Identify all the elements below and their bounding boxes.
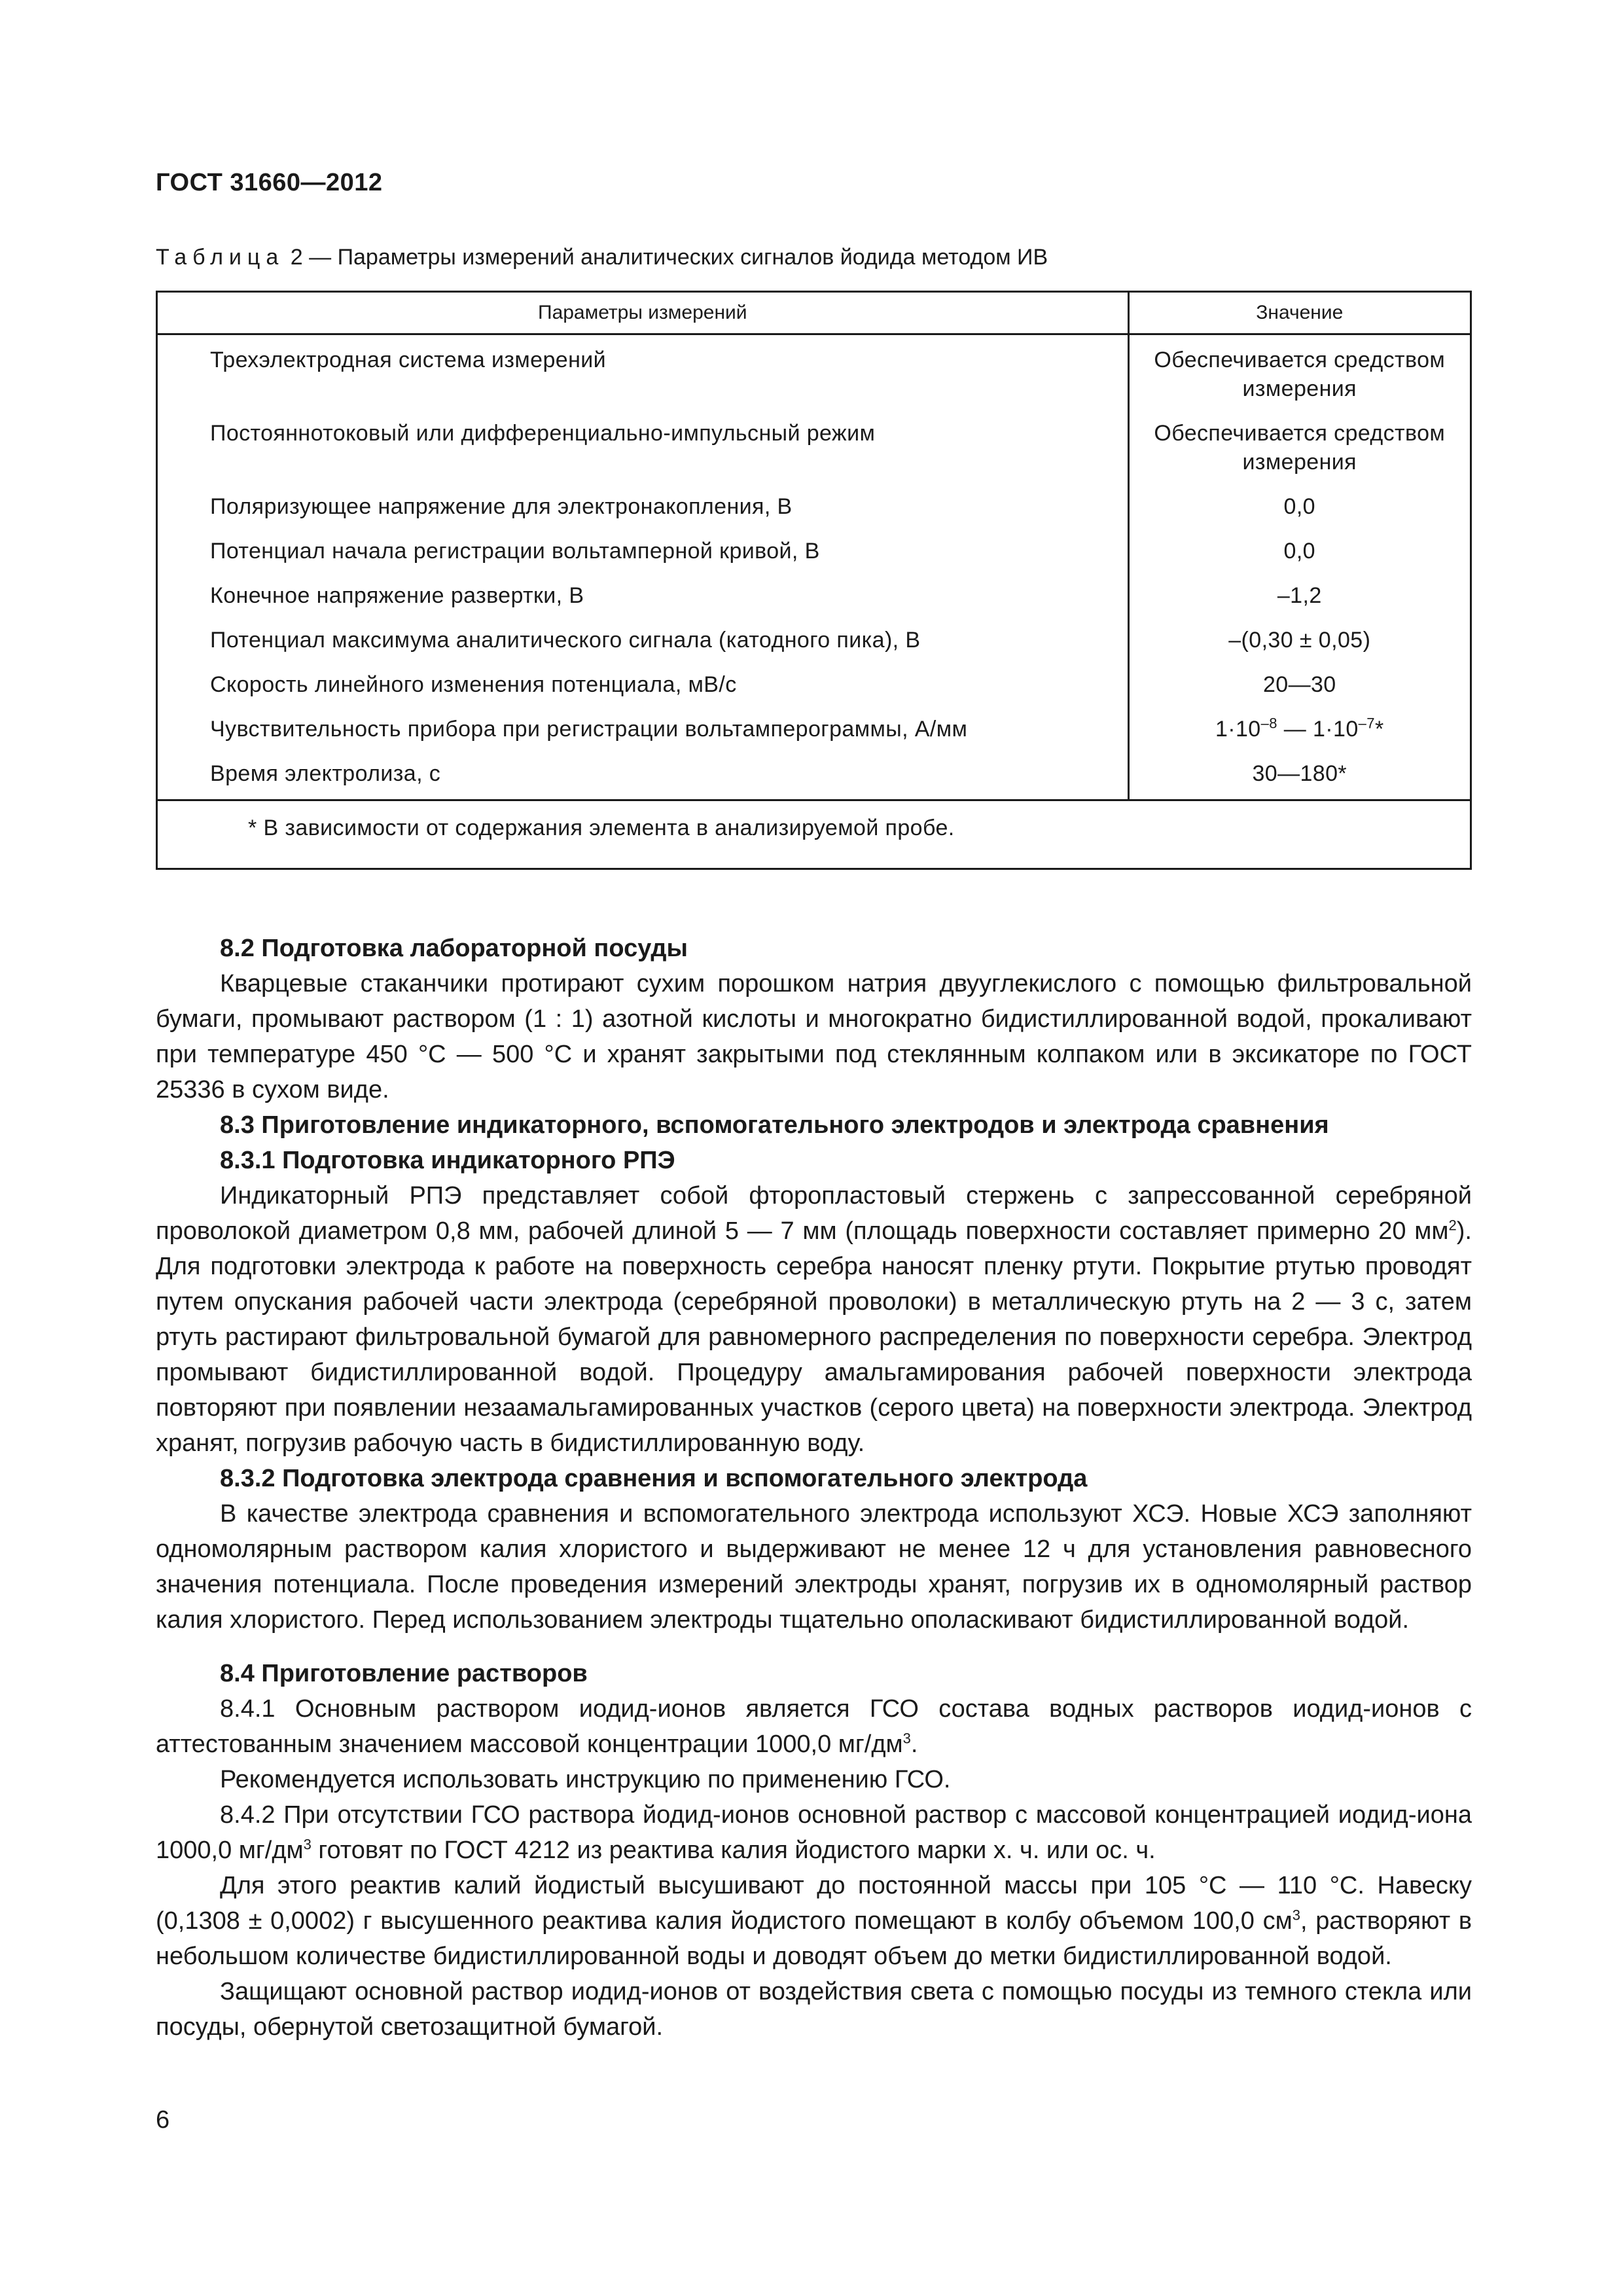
table-row [157, 533, 1471, 577]
table-row [157, 415, 1471, 488]
table-caption-number: 2 [290, 245, 303, 270]
table-row [157, 577, 1471, 622]
paragraph-8-3-1: Индикаторный РПЭ представляет собой фторопластовый стержень с запрессованной серебряной проволокой диаметром 0,8 мм, рабочей длиной 5 — 7 мм (площадь поверхности составляет примерно 20 $мм^2$). Для подготовки электрода к работе на поверхность серебра наносят пленку ртути. Покрытие ртутью проводят путем опускания рабочей части электрода (серебряной проволоки) в металлическую ртуть на 2 — 3 с, затем ртуть растирают фильтровальной бумагой для равномерного распределения по поверхности серебра. Электрод промывают бидистиллированной водой. Процедуру амальгамирования рабочей поверхности электрода повторяют при появлении незаамальгамированных участков (серого цвета) на поверхности электрода. Электрод хранят, погрузив рабочую часть в бидистиллированную воду. [156, 1182, 1472, 1457]
table-footnote-row [157, 800, 1471, 869]
table-row [157, 755, 1471, 800]
table-cell-param: Поляризующее напряжение для электронакопления, В [157, 488, 1129, 533]
heading-8-3: 8.3 Приготовление индикаторного, вспомогательного электродов и электрода сравнения [220, 1111, 1329, 1139]
table-cell-value: –1,2 [1128, 577, 1471, 622]
table-cell-value: –(0,30 ± 0,05) [1128, 622, 1471, 666]
table-header-row [157, 292, 1471, 334]
header-divider [157, 334, 1471, 342]
table-caption-title: — Параметры измерений аналитических сигналов йодида методом ИВ [302, 245, 1048, 270]
table-row [157, 711, 1471, 755]
table-cell-value: 0,0 [1128, 488, 1471, 533]
paragraph-recommendation: Рекомендуется использовать инструкцию по применению ГСО. [220, 1766, 951, 1793]
parameters-table [156, 291, 1472, 870]
table-cell-value: 0,0 [1128, 533, 1471, 577]
paragraph-8-3-2: В качестве электрода сравнения и вспомогательного электрода используют ХСЭ. Новые ХСЭ заполняют одномолярным раствором калия хлористого и выдерживают не менее 12 ч для установления равновесного значения потенциала. После проведения измерений электроды хранят, погрузив их в одномолярный раствор калия хлористого. Перед использованием электроды тщательно ополаскивают бидистиллированной водой. [156, 1500, 1472, 1634]
table-caption [156, 245, 1048, 270]
section-8-2 [156, 931, 1472, 1107]
table-row [157, 342, 1471, 415]
table-cell-value: $1\cdot 10^{-8}$ — $1\cdot 10^{-7}*$ [1128, 711, 1471, 755]
table-row [157, 622, 1471, 666]
heading-8-3-2: 8.3.2 Подготовка электрода сравнения и вспомогательного электрода [220, 1465, 1088, 1492]
table-caption-prefix: Таблица [156, 245, 285, 270]
column-header-parameters: Параметры измерений [157, 292, 1129, 334]
table-cell-value: Обеспечивается средством измерения [1128, 415, 1471, 488]
page-number: 6 [156, 2106, 170, 2134]
paragraph-8-2: Кварцевые стаканчики протирают сухим порошком натрия двууглекислого с помощью фильтровальной бумаги, промывают раствором (1 : 1) азотной кислоты и многократно бидистиллированной водой, прокаливают при температуре 450 °С — 500 °С и хранят закрытыми под стеклянным колпаком или в эксикаторе по ГОСТ 25336 в сухом виде. [156, 970, 1472, 1103]
table-cell-param: Время электролиза, с [157, 755, 1129, 800]
table-cell-value: Обеспечивается средством измерения [1128, 342, 1471, 415]
paragraph-drying: Для этого реактив калий йодистый высушивают до постоянной массы при 105 °С — 110 °С. Навеску (0,1308 ± 0,0002) г высушенного реактива калия йодистого помещают в колбу объемом 100,0 $см^3$, растворяют в небольшом количестве бидистиллированной воды и доводят объем до метки бидистиллированной водой. [156, 1872, 1472, 1970]
table-cell-param: Конечное напряжение развертки, В [157, 577, 1129, 622]
paragraph-8-4-2: 8.4.2 При отсутствии ГСО раствора йодид-ионов основной раствор с массовой концентрацией иодид-иона 1000,0 $мг/дм^3$ готовят по ГОСТ 4212 из реактива калия йодистого марки х. ч. или ос. ч. [156, 1801, 1472, 1864]
table-cell-value: 30—180* [1128, 755, 1471, 800]
table-row [157, 488, 1471, 533]
table-cell-param: Трехэлектродная система измерений [157, 342, 1129, 415]
column-header-value: Значение [1128, 292, 1471, 334]
table-cell-param: Скорость линейного изменения потенциала, мВ/с [157, 666, 1129, 711]
heading-8-3-1: 8.3.1 Подготовка индикаторного РПЭ [220, 1147, 675, 1174]
paragraph-8-4-1: 8.4.1 Основным раствором иодид-ионов является ГСО состава водных растворов иодид-ионов с аттестованным значением массовой концентрации 1000,0 $мг/дм^3$. [156, 1695, 1472, 1758]
section-8-3 [156, 1107, 1472, 1638]
paragraph-light-protection: Защищают основной раствор иодид-ионов от воздействия света с помощью посуды из темного стекла или посуды, обернутой светозащитной бумагой. [156, 1978, 1472, 2041]
heading-8-2: 8.2 Подготовка лабораторной посуды [220, 935, 688, 962]
table-cell-param: Чувствительность прибора при регистрации вольтамперограммы, А/мм [157, 711, 1129, 755]
table-cell-param: Постояннотоковый или дифференциально-импульсный режим [157, 415, 1129, 488]
document-code: ГОСТ 31660—2012 [156, 169, 383, 196]
table-row [157, 666, 1471, 711]
table-footnote: * В зависимости от содержания элемента в анализируемой пробе. [157, 800, 1471, 869]
table-cell-param: Потенциал начала регистрации вольтамперной кривой, В [157, 533, 1129, 577]
table-cell-param: Потенциал максимума аналитического сигнала (катодного пика), В [157, 622, 1129, 666]
heading-8-4: 8.4 Приготовление растворов [220, 1660, 588, 1687]
section-8-4 [156, 1656, 1472, 2045]
table-cell-value: 20—30 [1128, 666, 1471, 711]
